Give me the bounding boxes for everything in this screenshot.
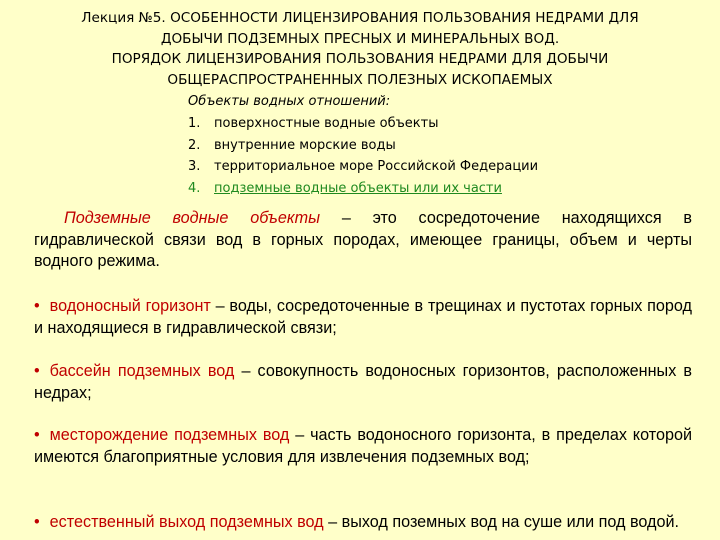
- water-object-item-highlighted: [188, 178, 538, 200]
- item-text: подземные водные объекты или их части: [214, 181, 502, 197]
- water-object-item: [188, 113, 538, 135]
- bullet-text: – часть водоносного горизонта, в пределах которой имеются благоприятные условия для извлечения подземных вод;: [34, 426, 692, 466]
- bullet-marker: •: [34, 297, 40, 315]
- bullet-text: – воды, сосредоточенные в трещинах и пустотах горных пород и находящиеся в гидравлической связи;: [34, 297, 693, 337]
- bullet-item: [34, 512, 692, 534]
- bullet-term: естественный выход подземных вод: [49, 513, 324, 531]
- bullet-term: водоносный горизонт: [49, 297, 211, 315]
- bullet-item: [34, 296, 692, 339]
- item-text: территориальное море Российской Федерации: [214, 159, 539, 175]
- definition-text: – это сосредоточение находящихся в гидравлической связи вод в горных породах, имеющее границы, объем и черты водного режима.: [34, 209, 692, 271]
- bullet-text: – выход поземных вод на суше или под водой.: [323, 513, 680, 531]
- item-number: 1.: [188, 116, 201, 131]
- item-number: 2.: [188, 137, 201, 153]
- definition-paragraph: [34, 208, 692, 273]
- lecture-title: [20, 8, 700, 90]
- item-text: внутренние морские воды: [214, 137, 396, 153]
- bullet-text: – совокупность водоносных горизонтов, расположенных в недрах;: [34, 362, 692, 402]
- bullet-term: бассейн подземных вод: [49, 362, 235, 380]
- title-line: ОБЩЕРАСПРОСТРАНЕННЫХ ПОЛЕЗНЫХ ИСКОПАЕМЫХ: [167, 71, 553, 88]
- bullet-marker: •: [34, 426, 40, 444]
- water-objects-list: [188, 95, 538, 200]
- bullet-item: [34, 361, 692, 404]
- item-text: поверхностные водные объекты: [214, 116, 439, 131]
- title-line: Лекция №5. ОСОБЕННОСТИ ЛИЦЕНЗИРОВАНИЯ ПОЛЬЗОВАНИЯ НЕДРАМИ ДЛЯ: [81, 10, 639, 26]
- title-line: ПОРЯДОК ЛИЦЕНЗИРОВАНИЯ ПОЛЬЗОВАНИЯ НЕДРАМИ ДЛЯ ДОБЫЧИ: [111, 51, 609, 67]
- water-objects-heading: Объекты водных отношений:: [188, 94, 391, 109]
- bullet-item: [34, 425, 692, 468]
- item-number: 3.: [188, 159, 201, 175]
- bullet-marker: •: [34, 362, 40, 380]
- item-number: 4.: [188, 181, 201, 197]
- definition-term: Подземные водные объекты: [64, 209, 321, 227]
- bullet-term: месторождение подземных вод: [49, 426, 290, 444]
- title-line: ДОБЫЧИ ПОДЗЕМНЫХ ПРЕСНЫХ И МИНЕРАЛЬНЫХ ВОД.: [160, 30, 560, 47]
- bullet-marker: •: [34, 513, 40, 531]
- water-object-item: [188, 135, 538, 157]
- water-object-item: [188, 156, 538, 178]
